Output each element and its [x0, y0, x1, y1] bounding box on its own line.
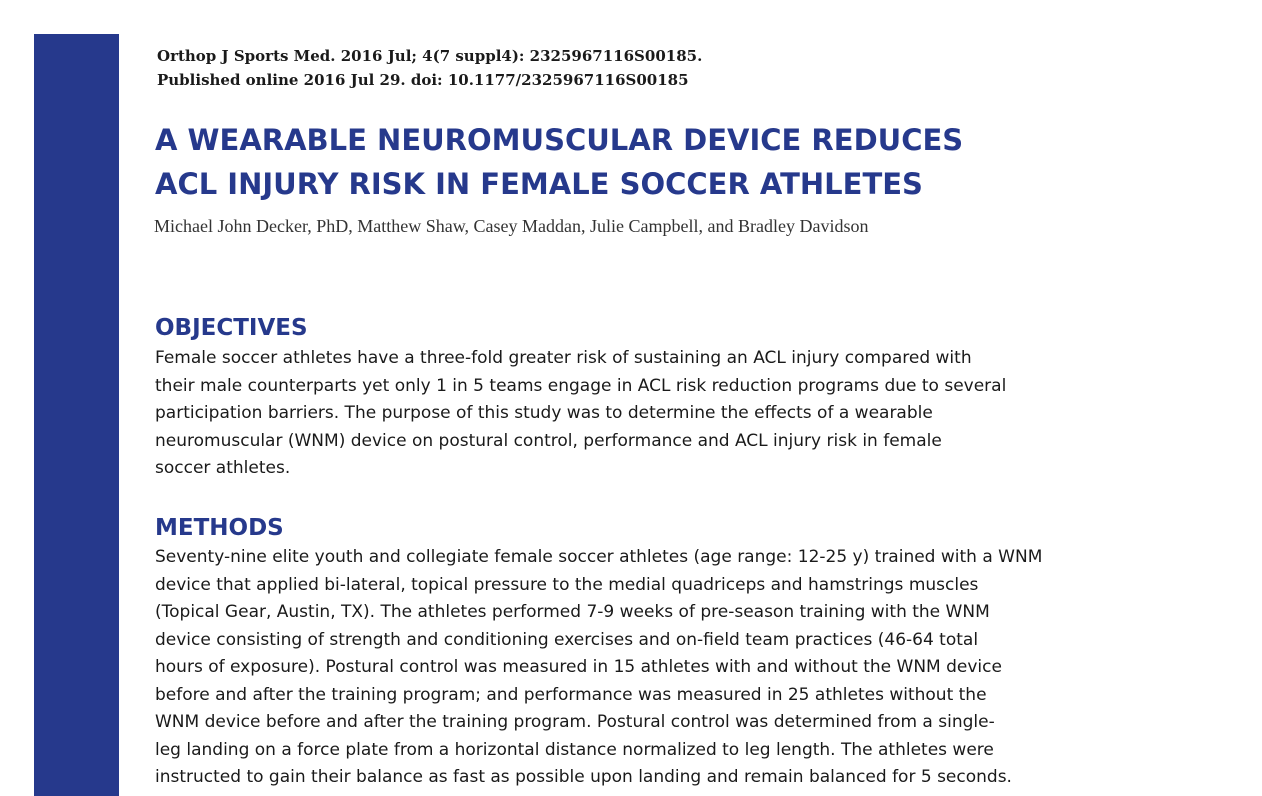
objectives-line: neuromuscular (WNM) device on postural control, performance and ACL injury risk in female: [155, 430, 942, 451]
methods-line: device that applied bi-lateral, topical pressure to the medial quadriceps and hamstrings muscles: [155, 574, 979, 595]
methods-line: before and after the training program; and performance was measured in 25 athletes without the: [155, 684, 987, 705]
decorative-side-bar: [34, 34, 119, 796]
methods-line: (Topical Gear, Austin, TX). The athletes performed 7-9 weeks of pre-season training with the WNM: [155, 602, 990, 622]
methods-heading: METHODS: [155, 515, 284, 541]
methods-line: Seventy-nine elite youth and collegiate female soccer athletes (age range: 12-25 y) trained with a WNM: [155, 547, 1043, 567]
objectives-line: their male counterparts yet only 1 in 5 teams engage in ACL risk reduction programs due to several: [155, 375, 1007, 396]
title-line-1: A WEARABLE NEUROMUSCULAR DEVICE REDUCES: [155, 123, 964, 157]
methods-line: instructed to gain their balance as fast as possible upon landing and remain balanced for 5 seconds.: [155, 767, 1012, 787]
citation-journal-line: Orthop J Sports Med. 2016 Jul; 4(7 suppl4): 2325967116S00185.: [157, 47, 703, 65]
methods-line: device consisting of strength and conditioning exercises and on-field team practices (46-64 total: [155, 629, 979, 650]
methods-line: leg landing on a force plate from a horizontal distance normalized to leg length. The athletes were: [155, 739, 994, 760]
objectives-heading: OBJECTIVES: [155, 315, 308, 341]
methods-line: hours of exposure). Postural control was measured in 15 athletes with and without the WNM device: [155, 657, 1002, 677]
objectives-line: participation barriers. The purpose of this study was to determine the effects of a wearable: [155, 403, 933, 423]
objectives-line: Female soccer athletes have a three-fold greater risk of sustaining an ACL injury compared with: [155, 348, 972, 368]
methods-line: WNM device before and after the training program. Postural control was determined from a single-: [155, 712, 995, 732]
citation-block: [157, 44, 702, 92]
article-title: [155, 118, 963, 206]
objectives-line: soccer athletes.: [155, 458, 291, 478]
title-line-2: ACL INJURY RISK IN FEMALE SOCCER ATHLETES: [155, 167, 923, 201]
objectives-body: [155, 345, 1006, 483]
methods-body: [155, 544, 1042, 792]
citation-doi-line: Published online 2016 Jul 29. doi: 10.1177/2325967116S00185: [157, 71, 689, 89]
author-list: Michael John Decker, PhD, Matthew Shaw, Casey Maddan, Julie Campbell, and Bradley Davidson: [154, 216, 869, 236]
